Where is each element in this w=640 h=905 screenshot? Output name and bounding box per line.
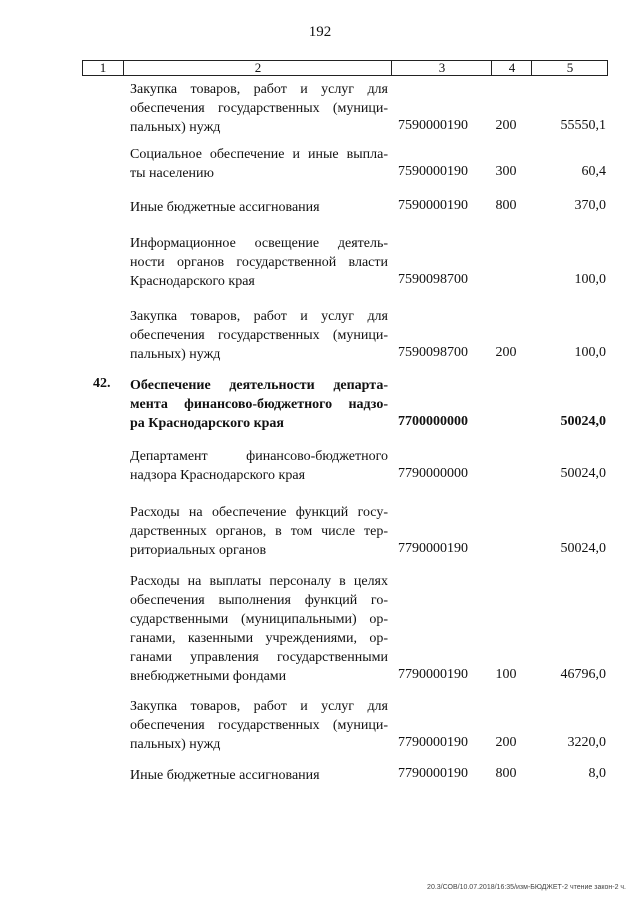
row-sum: 8,0 <box>588 766 606 781</box>
row-name-line: ганами управления государственными <box>130 650 388 665</box>
row-name-line: пальных) нужд <box>130 347 221 362</box>
row-sum: 55550,1 <box>560 118 606 133</box>
row-name-line: сударственными (муниципальными) ор- <box>130 612 388 627</box>
row-name-line: Социальное обеспечение и иные выпла- <box>130 147 388 162</box>
row-name <box>130 307 388 364</box>
row-name-line: дарственных органов, в том числе тер- <box>130 524 388 539</box>
row-name-line: риториальных органов <box>130 543 267 558</box>
row-name-line: Информационное освещение деятель- <box>130 236 388 251</box>
row-code: 7790000190 <box>398 667 468 682</box>
row-code: 7590098700 <box>398 272 468 287</box>
row-code: 7590098700 <box>398 345 468 360</box>
row-name-line: обеспечения выполнения функций го- <box>130 593 388 608</box>
row-name-line: Департамент финансово-бюджетного <box>130 449 388 464</box>
row-name-line: внебюджетными фондами <box>130 669 287 684</box>
row-kind: 200 <box>495 118 517 133</box>
header-cell-5: 5 <box>531 61 608 75</box>
row-sum: 50024,0 <box>560 541 606 556</box>
row-name-line: Расходы на обеспечение функций госу- <box>130 505 388 520</box>
row-name-line: пальных) нужд <box>130 120 221 135</box>
row-name <box>130 572 388 686</box>
row-name <box>130 376 388 433</box>
row-name-line: ты населению <box>130 166 214 181</box>
row-name-line: обеспечения государственных (муници- <box>130 718 388 733</box>
row-sum: 50024,0 <box>560 466 606 481</box>
row-name <box>130 697 388 754</box>
row-name-line: пальных) нужд <box>130 737 221 752</box>
row-name-line: Иные бюджетные ассигнования <box>130 200 320 215</box>
row-name <box>130 198 388 217</box>
row-kind: 800 <box>495 766 517 781</box>
document-footer: 20.3/СОВ/10.07.2018/16:35/изм-БЮДЖЕТ-2 чтение закон-2 ч. <box>427 884 626 891</box>
row-sum: 370,0 <box>574 198 606 213</box>
page-number: 192 <box>308 24 332 40</box>
row-name-line: Обеспечение деятельности департа- <box>130 378 388 393</box>
row-name-line: Расходы на выплаты персоналу в целях <box>130 574 388 589</box>
row-name <box>130 80 388 137</box>
row-sum: 46796,0 <box>560 667 606 682</box>
header-cell-2: 2 <box>123 61 392 75</box>
table-header <box>82 60 608 76</box>
row-name-line: Закупка товаров, работ и услуг для <box>130 309 388 324</box>
row-name-line: мента финансово-бюджетного надзо- <box>130 397 388 412</box>
row-name <box>130 447 388 485</box>
header-cell-1: 1 <box>99 60 107 75</box>
row-code: 7590000190 <box>398 118 468 133</box>
row-sum: 100,0 <box>574 345 606 360</box>
row-sum: 3220,0 <box>567 735 606 750</box>
row-kind: 800 <box>495 198 517 213</box>
row-sum: 50024,0 <box>560 414 606 429</box>
row-code: 7790000190 <box>398 766 468 781</box>
row-sum: 100,0 <box>574 272 606 287</box>
row-name-line: Закупка товаров, работ и услуг для <box>130 82 388 97</box>
row-name-line: надзора Краснодарского края <box>130 468 306 483</box>
row-name-line: Закупка товаров, работ и услуг для <box>130 699 388 714</box>
row-name <box>130 234 388 291</box>
row-name-line: Иные бюджетные ассигнования <box>130 768 320 783</box>
row-code: 7790000190 <box>398 541 468 556</box>
row-name-line: обеспечения государственных (муници- <box>130 101 388 116</box>
row-name <box>130 766 388 785</box>
header-cell-4: 4 <box>491 61 532 75</box>
row-code: 7590000190 <box>398 198 468 213</box>
row-code: 7700000000 <box>398 414 468 429</box>
row-kind: 200 <box>495 735 517 750</box>
header-cell-3: 3 <box>391 61 492 75</box>
row-name-line: ганами, казенными учреждениями, ор- <box>130 631 388 646</box>
row-kind: 300 <box>495 164 517 179</box>
row-number: 42. <box>93 376 111 391</box>
row-kind: 100 <box>495 667 517 682</box>
row-code: 7790000190 <box>398 735 468 750</box>
row-sum: 60,4 <box>581 164 606 179</box>
row-code: 7790000000 <box>398 466 468 481</box>
row-name-line: обеспечения государственных (муници- <box>130 328 388 343</box>
row-name <box>130 145 388 183</box>
row-kind: 200 <box>495 345 517 360</box>
row-name-line: ра Краснодарского края <box>130 416 284 431</box>
row-name <box>130 503 388 560</box>
row-code: 7590000190 <box>398 164 468 179</box>
row-name-line: ности органов государственной власти <box>130 255 388 270</box>
row-name-line: Краснодарского края <box>130 274 255 289</box>
